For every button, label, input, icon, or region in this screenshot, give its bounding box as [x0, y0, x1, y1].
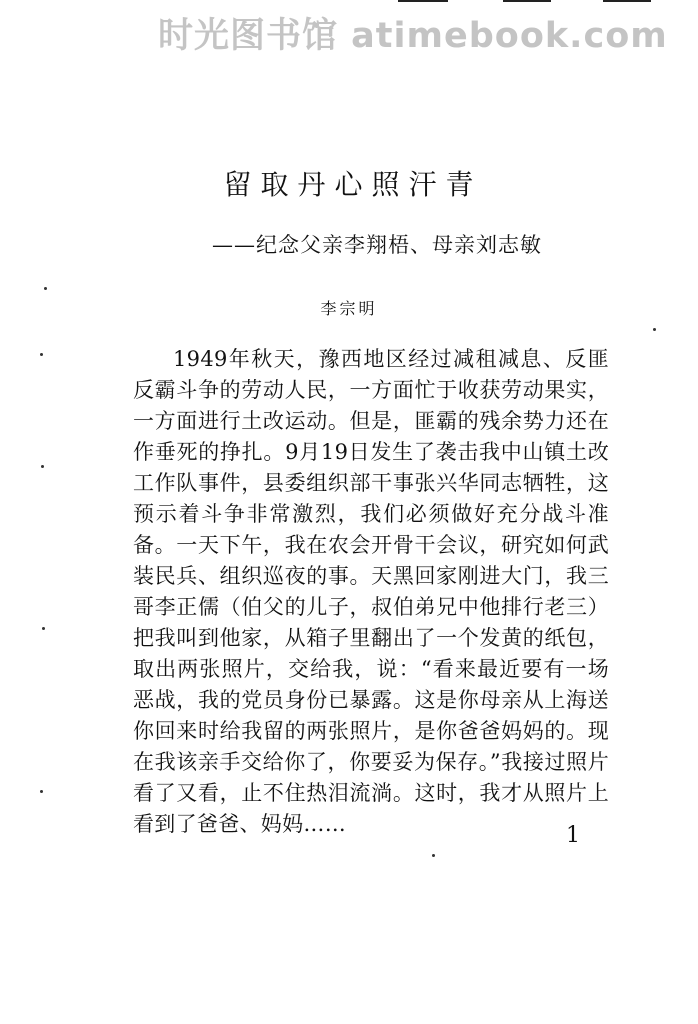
scan-speck — [44, 287, 47, 290]
page-number: 1 — [566, 823, 580, 848]
top-rule — [503, 0, 551, 2]
scan-speck — [41, 465, 44, 468]
scan-speck — [42, 627, 45, 630]
article-subtitle: ——纪念父亲李翔梧、母亲刘志敏 — [212, 233, 542, 257]
top-rule — [398, 0, 448, 2]
scan-speck — [653, 328, 656, 331]
watermark: 时光图书馆 atimebook.com — [158, 16, 668, 56]
article-title: 留取丹心照汗青 — [223, 168, 483, 201]
article-author: 李宗明 — [320, 299, 378, 318]
top-rule — [603, 0, 651, 2]
scan-speck — [432, 854, 435, 857]
body-paragraph: 1949年秋天，豫西地区经过减租减息、反匪反霸斗争的劳动人民，一方面忙于收获劳动果实，一方面进行土改运动。但是，匪霸的残余势力还在作垂死的挣扎。9月19日发生了袭击我中山镇土改工作队事件，县委组织部干事张兴华同志牺牲，这预示着斗争非常激烈，我们必须做好充分战斗准备。一天下午，我在农会开骨干会议，研究如何武装民兵、组织巡夜的事。天黑回家刚进大门，我三哥李正儒（伯父的儿子，叔伯弟兄中他排行老三）把我叫到他家，从箱子里翻出了一个发黄的纸包，取出两张照片，交给我，说：“看来最近要有一场恶战，我的党员身份已暴露。这是你母亲从上海送你回来时给我留的两张照片，是你爸爸妈妈的。现在我该亲手交给你了，你要妥为保存。”我接过照片看了又看，止不住热泪流淌。这时，我才从照片上看到了爸爸、妈妈…… — [133, 347, 609, 836]
scan-speck — [40, 353, 43, 356]
scan-speck — [40, 790, 43, 793]
